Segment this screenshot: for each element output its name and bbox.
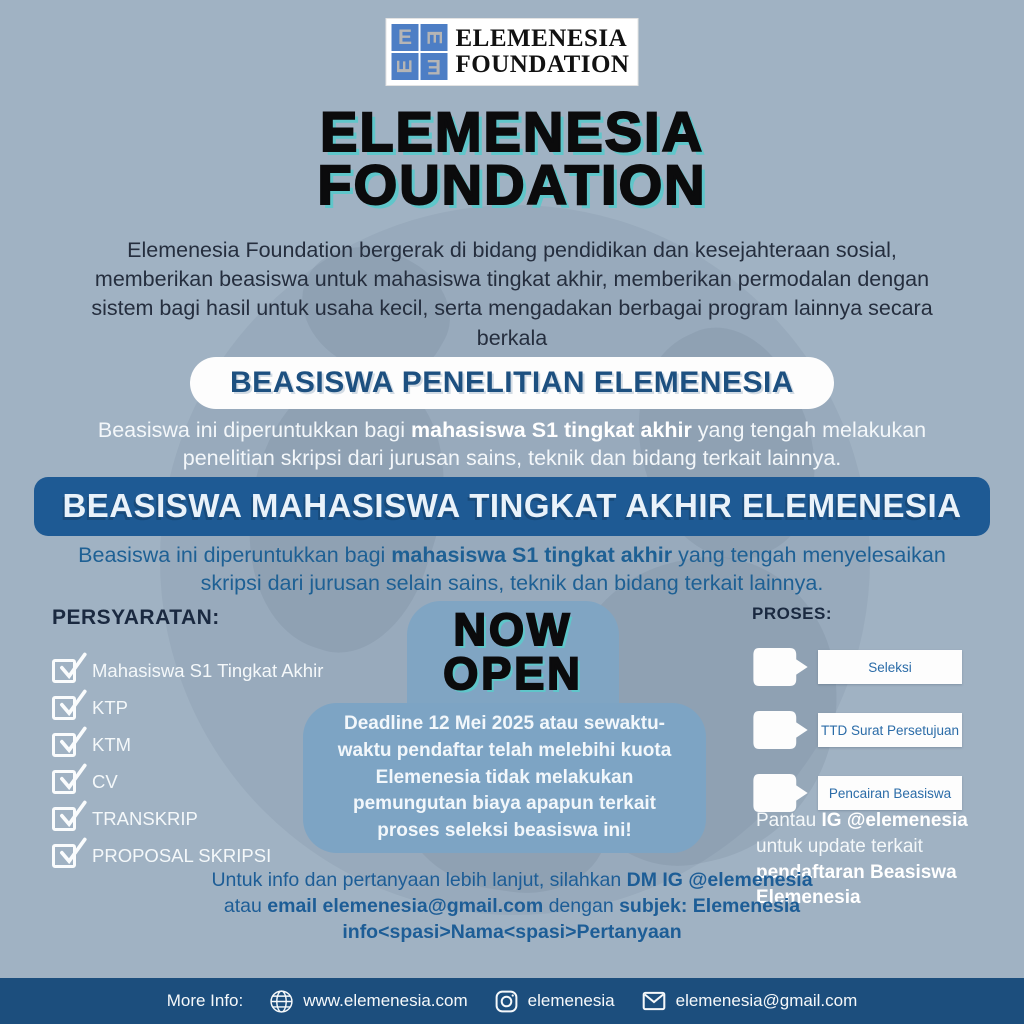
- process-heading: PROSES:: [752, 604, 833, 623]
- logo-line2: FOUNDATION: [455, 51, 630, 78]
- page-title-line2: FOUNDATION: [317, 152, 707, 216]
- requirement-label: TRANSKRIP: [92, 807, 198, 829]
- monogram-tile: E: [392, 53, 419, 80]
- website-contact: [269, 989, 467, 1014]
- requirement-label: Mahasiswa S1 Tingkat Akhir: [92, 659, 324, 681]
- monogram-tile: E: [421, 53, 448, 80]
- checked-checkbox-icon: [52, 844, 76, 868]
- now-open-line1: NOW: [453, 603, 573, 655]
- requirement-label: PROPOSAL SKRIPSI: [92, 844, 272, 866]
- instagram-follow-note: Pantau IG @elemenesia untuk update terkait pendaftaran Beasiswa Elemenesia: [756, 810, 968, 909]
- page-title-line1: ELEMENESIA: [319, 100, 705, 163]
- checked-checkbox-icon: [52, 770, 76, 794]
- arrow-right-icon: [752, 773, 810, 813]
- logo-wordmark: [456, 26, 630, 79]
- process-step: [752, 710, 984, 750]
- checked-checkbox-icon: [52, 733, 76, 757]
- now-open-tab: [407, 601, 619, 703]
- mail-icon: [641, 988, 667, 1014]
- website-url: www.elemenesia.com: [303, 991, 468, 1010]
- requirements-heading: PERSYARATAN:: [52, 606, 220, 629]
- contact-instructions: Untuk info dan pertanyaan lebih lanjut, silahkan DM IG @elemenesia atau email elemenesia@gmail.com dengan subjek: Elemenesia info<spasi>Nama<spasi>Pertanyaan: [211, 869, 813, 944]
- checked-checkbox-icon: [52, 696, 76, 720]
- now-open-title: [443, 603, 583, 699]
- deadline-box: [303, 703, 706, 853]
- now-open-line2: OPEN: [443, 648, 583, 699]
- instagram-handle: elemenesia: [527, 991, 615, 1010]
- requirement-label: CV: [92, 770, 118, 792]
- program2-banner: BEASISWA MAHASISWA TINGKAT AKHIR ELEMENESIA: [34, 477, 990, 536]
- process-step-label: Seleksi: [818, 650, 962, 684]
- program2-description: Beasiswa ini diperuntukkan bagi mahasiswa S1 tingkat akhir yang tengah menyelesaikan skripsi dari jurusan selain sains, teknik dan bidang terkait lainnya.: [78, 543, 946, 596]
- checked-checkbox-icon: [52, 807, 76, 831]
- requirement-label: KTP: [92, 696, 128, 718]
- email-contact: [641, 988, 858, 1014]
- process-step: [752, 773, 984, 813]
- deadline-text: Deadline 12 Mei 2025 atau sewaktu-waktu pendaftar telah melebihi kuota: [337, 712, 672, 761]
- process-step: [752, 647, 984, 687]
- logo-line1: ELEMENESIA: [455, 24, 628, 52]
- monogram-tile: E: [421, 24, 448, 51]
- no-fee-note: Elemenesia tidak melakukan pemungutan biaya apapun terkait proses seleksi beasiswa ini!: [353, 766, 656, 842]
- program1-description: Beasiswa ini diperuntukkan bagi mahasiswa S1 tingkat akhir yang tengah melakukan penelitian skripsi dari jurusan sains, teknik dan bidang terkait lainnya.: [97, 418, 927, 471]
- process-section: [752, 604, 984, 813]
- arrow-right-icon: [752, 647, 810, 687]
- checked-checkbox-icon: [52, 659, 76, 683]
- intro-paragraph: Elemenesia Foundation bergerak di bidang pendidikan dan kesejahteraan sosial, memberikan beasiswa untuk mahasiswa tingkat akhir, memberikan permodalan dengan sistem bagi hasil untuk usaha kecil, serta mengadakan berbagai program lainnya secara berkala: [91, 238, 933, 350]
- program1-banner: BEASISWA PENELITIAN ELEMENESIA: [190, 357, 834, 409]
- process-step-label: Pencairan Beasiswa: [818, 776, 962, 810]
- list-item: [52, 652, 362, 689]
- arrow-right-icon: [752, 710, 810, 750]
- email-address: elemenesia@gmail.com: [675, 991, 858, 1010]
- monogram-tile: E: [392, 24, 419, 51]
- page-title: [0, 100, 1024, 216]
- globe-icon: [269, 989, 294, 1014]
- elemenesia-monogram-icon: [392, 24, 448, 80]
- foundation-logo: [386, 18, 639, 86]
- footer-bar: [0, 978, 1024, 1024]
- requirement-label: KTM: [92, 733, 132, 755]
- instagram-contact: [494, 989, 615, 1014]
- process-step-label: TTD Surat Persetujuan: [818, 713, 962, 747]
- more-info-label: More Info:: [166, 991, 244, 1010]
- instagram-icon: [494, 989, 519, 1014]
